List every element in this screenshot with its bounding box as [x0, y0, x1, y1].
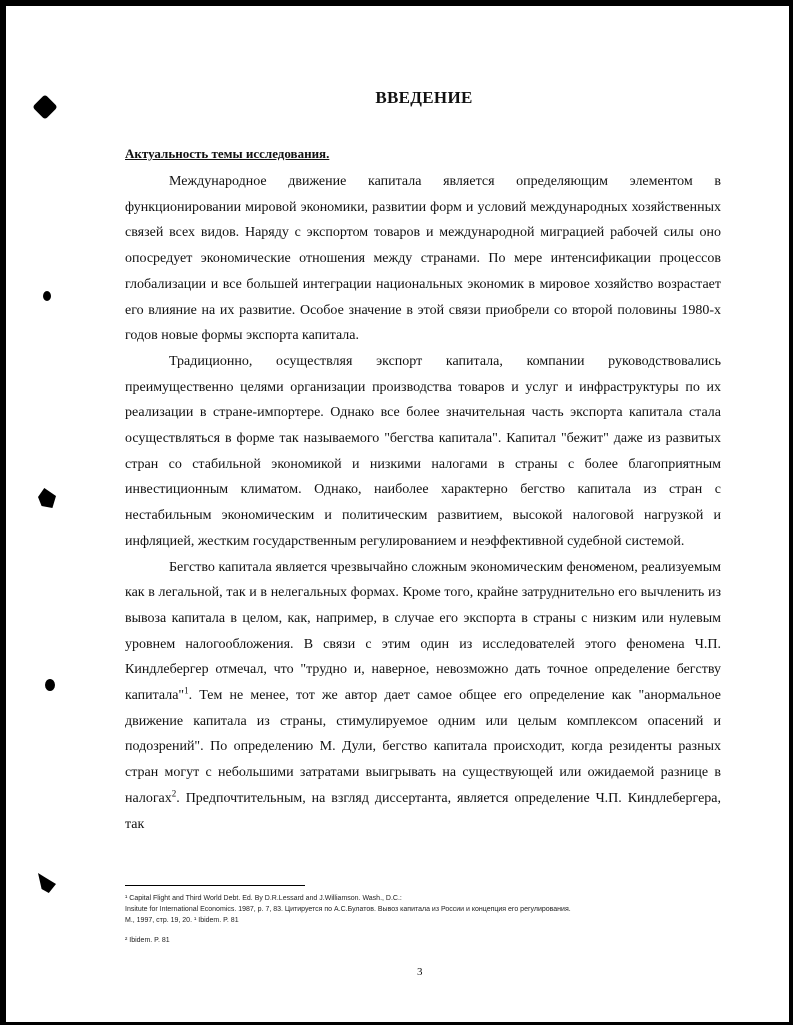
- page-number: 3: [417, 966, 423, 978]
- footnote-1-line-2: Insitute for International Economics. 1987, p. 7, 83. Цитируется по А.С.Булатов. Вывоз капитала из России и концепция его регулирования.: [125, 906, 571, 913]
- paragraph-2: Традиционно, осуществляя экспорт капитала, компании руководствовались преимущественно целями организации производства товаров и услуг и инфраструктуры по их реализации в стране-импортере. Однако все более значительная часть экспорта капитала стала осуществляться в форме так называемого "бегства капитала". Капитал "бежит" даже из развитых стран со стабильной экономикой и низкими налогами в страны с более благоприятным инвестиционным климатом. Однако, наиболее характерно бегство капитала из стран с нестабильным экономическим и политическим развитием, высокой налоговой нагрузкой и инфляцией, жестким государственным регулированием и неэффективной судебной системой.: [125, 353, 721, 549]
- footnotes: [125, 893, 725, 946]
- scan-punch-mark: [43, 291, 51, 301]
- body-text: [125, 169, 721, 837]
- paragraph-1: Международное движение капитала является определяющим элементом в функционировании мировой экономики, развитии форм и условий международных хозяйственных связей всех видов. Наряду с экспортом товаров и международной миграцией рабочей силы оно опосредует экономические отношения между странами. По мере интенсификации процессов глобализации и все большей интеграции национальных экономик в мировое хозяйство возрастает его влияние на их развитие. Особое значение в этой связи приобрели со второй половины 1980-х годов новые формы экспорта капитала.: [125, 174, 721, 344]
- footnote-1-line-3: М., 1997, стр. 19, 20. ¹ Ibidem. P. 81: [125, 917, 239, 924]
- footnote-2: ² Ibidem. P. 81: [125, 937, 170, 944]
- paragraph-3-part-a: Бегство капитала является чрезвычайно сложным экономическим феноменом, реализуемым как в легальной, так и в нелегальных формах. Кроме того, крайне затруднительно его вычленить из вывоза капитала в целом, как, например, в случае его экспорта в страны с низким или нулевым уровнем налогообложения. В связи с этим один из исследователей этого феномена Ч.П. Киндлебергер отмечал, что "трудно и, наверное, невозможно дать точное определение бегству капитала": [125, 559, 721, 704]
- page-title: ВВЕДЕНИЕ: [375, 88, 473, 107]
- scan-punch-mark: [45, 679, 55, 691]
- footnote-1-line-1: ¹ Capital Flight and Third World Debt. Ed. By D.R.Lessard and J.Williamson. Wash., D.C.:: [125, 895, 402, 902]
- footnote-ref-2[interactable]: 2: [171, 788, 177, 799]
- footnote-divider: [125, 885, 305, 886]
- paragraph-3: [125, 555, 721, 838]
- paragraph-3-part-c: . Предпочтительным, на взгляд диссертанта, является определение Ч.П. Киндлебергера, так: [125, 790, 721, 832]
- section-heading: Актуальность темы исследования.: [125, 146, 330, 161]
- footnote-ref-1[interactable]: 1: [184, 685, 189, 696]
- paragraph-3-part-b: . Тем не менее, тот же автор дает самое общее его определение как "анормальное движение капитала из страны, стимулируемое одним или целым комплексом опасений и подозрений". По определению М. Дули, бегство капитала происходит, когда резиденты разных стран могут с небольшими затратами выигрывать на существующей или ожидаемой разнице в налогах: [125, 688, 721, 806]
